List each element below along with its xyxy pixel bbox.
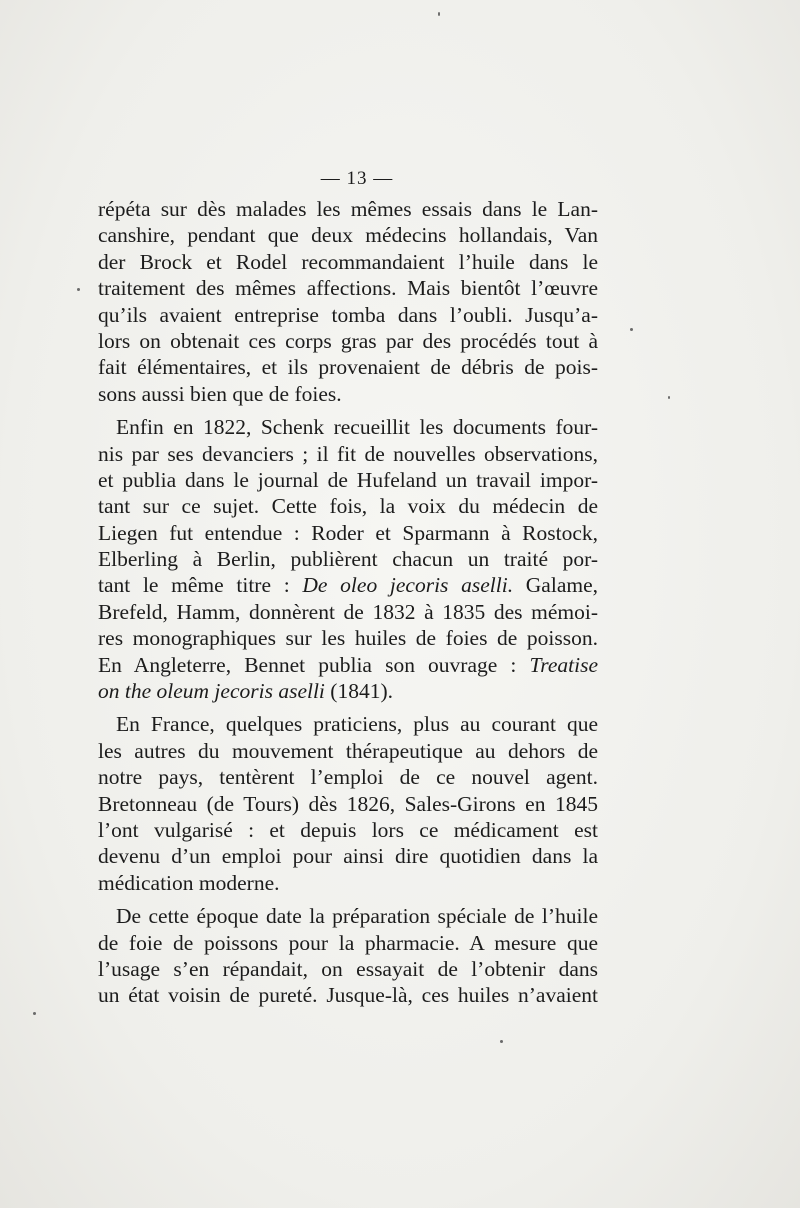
text-line: notre pays, tentèrent l’emploi de ce nouvel agent.: [98, 765, 598, 790]
body-text: [98, 196, 598, 1009]
text-line: sons aussi bien que de foies.: [98, 381, 342, 406]
text-line: qu’ils avaient entreprise tomba dans l’oubli. Jusqu’a-: [98, 302, 598, 327]
text-line: et publia dans le journal de Hufeland un travail impor-: [98, 467, 598, 492]
scan-speck: [668, 396, 670, 399]
text-line: Elberling à Berlin, publièrent chacun un traité por-: [98, 547, 598, 572]
italic-title: De oleo jecoris aselli.: [302, 573, 514, 598]
text-line: répéta sur dès malades les mêmes essais dans le Lan-: [98, 197, 598, 221]
text-line: res monographiques sur les huiles de foies de poisson.: [98, 626, 598, 651]
text-fragment: (1841).: [324, 679, 393, 704]
paragraph-2: [98, 414, 598, 704]
text-line: nis par ses devanciers ; il fit de nouvelles observations,: [98, 441, 598, 466]
text-line: de foie de poissons pour la pharmacie. A mesure que: [98, 930, 598, 955]
text-fragment: Galame,: [513, 573, 599, 598]
italic-title: on the oleum jecoris aselli: [98, 679, 325, 704]
paragraph-3: [98, 711, 598, 896]
paragraph-4: [98, 903, 598, 1009]
text-line: canshire, pendant que deux médecins hollandais, Van: [98, 223, 598, 248]
text-line: tant sur ce sujet. Cette fois, la voix du médecin de: [98, 494, 598, 519]
italic-title: Treatise: [529, 652, 598, 677]
text-line: Enfin en 1822, Schenk recueillit les documents four-: [116, 415, 598, 440]
text-line: De cette époque date la préparation spéciale de l’huile: [116, 904, 598, 929]
text-line: [98, 572, 598, 598]
text-line: En France, quelques praticiens, plus au courant que: [116, 712, 598, 737]
text-line: Bretonneau (de Tours) dès 1826, Sales-Girons en 1845: [98, 791, 598, 816]
text-line: [98, 678, 598, 704]
scan-speck: [438, 12, 440, 16]
text-line: l’ont vulgarisé : et depuis lors ce médicament est: [98, 817, 598, 842]
scan-speck: [500, 1040, 503, 1043]
text-line: fait élémentaires, et ils provenaient de débris de pois-: [98, 355, 598, 380]
text-line: devenu d’un emploi pour ainsi dire quotidien dans la: [98, 844, 598, 869]
text-line: Brefeld, Hamm, donnèrent de 1832 à 1835 des mémoi-: [98, 599, 598, 624]
scan-speck: [33, 1012, 36, 1015]
text-line: lors on obtenait ces corps gras par des procédés tout à: [98, 328, 598, 353]
text-line: les autres du mouvement thérapeutique au dehors de: [98, 738, 598, 763]
text-line: l’usage s’en répandait, on essayait de l’obtenir dans: [98, 956, 598, 981]
text-line: médication moderne.: [98, 870, 280, 895]
text-line: der Brock et Rodel recommandaient l’huile dans le: [98, 249, 598, 274]
scan-speck: [630, 328, 633, 331]
scan-speck: [77, 288, 80, 291]
text-line: Liegen fut entendue : Roder et Sparmann à Rostock,: [98, 520, 598, 545]
text-line: traitement des mêmes affections. Mais bientôt l’œuvre: [98, 276, 598, 301]
page-number: — 13 —: [320, 168, 394, 189]
text-fragment: tant le même titre :: [98, 573, 303, 598]
text-line: [98, 652, 598, 678]
paragraph-1: [98, 196, 598, 407]
text-line: un état voisin de pureté. Jusque-là, ces huiles n’avaient: [98, 983, 598, 1008]
text-fragment: En Angleterre, Bennet publia son ouvrage :: [98, 652, 530, 677]
